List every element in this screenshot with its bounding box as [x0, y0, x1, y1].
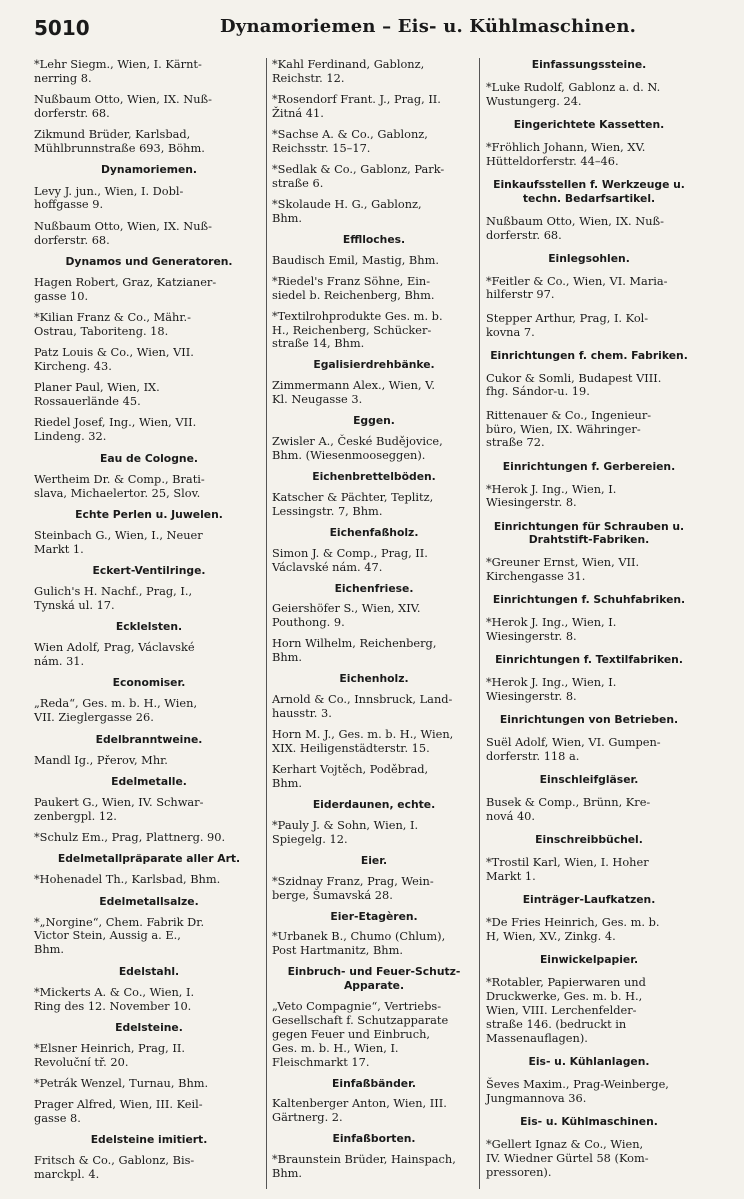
directory-entry: *Riedel's Franz Söhne, Ein- siedel b. Reichenberg, Bhm. [272, 273, 435, 302]
category-heading: Eichenfaßholz. [329, 525, 419, 539]
directory-entry: Kaltenberger Anton, Wien, III. Gärtnerg. 2. [272, 1096, 447, 1125]
category-heading: Edelmetallsalze. [99, 894, 199, 908]
directory-entry: Nußbaum Otto, Wien, IX. Nuß- dorferstr. 68. [34, 218, 212, 247]
directory-entry: Zwisler A., České Budějovice, Bhm. (Wiesenmooseggen). [272, 434, 443, 462]
directory-entry: *Skolaude H. G., Gablonz, Bhm. [272, 196, 422, 225]
directory-entry: *Kahl Ferdinand, Gablonz, Reichstr. 12. [272, 57, 425, 85]
directory-entry: *Rotabler, Papierwaren und Druckwerke, Ges. m. b. H., Wien, VIII. Lerchenfelder- straße 146. (bedruckt in Massenauflagen). [486, 974, 646, 1045]
directory-entry: Cukor & Somli, Budapest VIII. fhg. Sándor-u. 19. [486, 370, 662, 399]
category-heading: Eichenholz. [339, 672, 409, 686]
directory-entry: *Gellert Ignaz & Co., Wien, IV. Wiedner Gürtel 58 (Kom- pressoren). [486, 1136, 649, 1179]
directory-entry: Paukert G., Wien, IV. Schwar- zenbergpl. 12. [34, 794, 204, 823]
category-heading: Edelmetalle. [111, 774, 187, 788]
column-middle [272, 58, 476, 1191]
directory-entry: „Reda“, Ges. m. b. H., Wien, VII. Zieglergasse 26. [34, 696, 198, 725]
directory-entry: Busek & Comp., Brünn, Kre- nová 40. [486, 795, 651, 823]
category-heading: Eingerichtete Kassetten. [513, 117, 665, 131]
category-heading: Edelsteine imitiert. [90, 1133, 208, 1147]
directory-entry: *Fröhlich Johann, Wien, XV. Hütteldorferstr. 44–46. [486, 139, 646, 168]
category-heading: Eau de Cologne. [100, 451, 198, 465]
directory-entry: *Szidnay Franz, Prag, Wein- berge, Šumavská 28. [272, 873, 434, 902]
category-heading: Einträger-Laufkatzen. [522, 893, 656, 907]
directory-entry: Wertheim Dr. & Comp., Brati- slava, Michaelertor. 25, Slov. [34, 471, 205, 500]
directory-entry: *Feitler & Co., Wien, VI. Maria- hilferstr 97. [486, 273, 668, 302]
directory-entry: Zikmund Brüder, Karlsbad, Mühlbrunnstraße 693, Böhm. [34, 127, 205, 156]
column-divider [479, 58, 480, 1189]
category-heading: Dynamos und Generatoren. [65, 254, 233, 268]
category-heading: Eier-Etagèren. [330, 909, 418, 923]
directory-entry: *Sedlak & Co., Gablonz, Park- straße 6. [272, 161, 445, 190]
directory-entry: *Pauly J. & Sohn, Wien, I. Spiegelg. 12. [272, 817, 419, 846]
category-heading: Edelmetallpräparate aller Art. [57, 852, 241, 866]
category-heading: Echte Perlen u. Juwelen. [75, 507, 223, 521]
directory-entry: Horn Wilhelm, Reichenberg, Bhm. [272, 636, 437, 665]
directory-entry: Horn M. J., Ges. m. b. H., Wien, XIX. Heiligenstädterstr. 15. [272, 727, 454, 756]
category-heading: Efflloches. [342, 232, 406, 246]
directory-entry: Simon J. & Comp., Prag, II. Václavské nám. 47. [272, 545, 428, 574]
directory-entry: Wien Adolf, Prag, Václavské nám. 31. [34, 640, 195, 669]
directory-entry: Stepper Arthur, Prag, I. Kol- kovna 7. [486, 310, 649, 339]
category-heading: Edelsteine. [115, 1020, 183, 1034]
category-heading: Einbruch- und Feuer-Schutz- Apparate. [287, 965, 461, 993]
directory-entry: Katscher & Pächter, Teplitz, Lessingstr. 7, Bhm. [272, 489, 434, 518]
page-number: 5010 [34, 16, 90, 40]
directory-entry: Rittenauer & Co., Ingenieur- büro, Wien, IX. Währinger- straße 72. [486, 407, 652, 450]
category-heading: Eis- u. Kühlanlagen. [528, 1054, 650, 1068]
category-heading: Einschreibbüchel. [535, 833, 643, 847]
category-heading: Eichenbrettelböden. [312, 470, 436, 484]
category-heading: Einrichtungen für Schrauben u. Drahtstift-Fabriken. [493, 519, 685, 547]
directory-entry: *Schulz Em., Prag, Plattnerg. 90. [34, 830, 226, 845]
directory-entry: „Veto Compagnie“, Vertriebs- Gesellschaft f. Schutzapparate gegen Feuer und Einbruch, Ges. m. b. H., Wien, I. Fleischmarkt 17. [272, 998, 449, 1069]
directory-entry: *Petrák Wenzel, Turnau, Bhm. [34, 1076, 209, 1090]
column-right [486, 58, 692, 1191]
category-heading: Egalisierdrehbänke. [313, 358, 435, 372]
directory-entry: *Herok J. Ing., Wien, I. Wiesingerstr. 8. [486, 675, 617, 704]
directory-entry: Fritsch & Co., Gablonz, Bis- marckpl. 4. [34, 1153, 195, 1182]
directory-entry: Kerhart Vojtěch, Poděbrad, Bhm. [272, 762, 429, 790]
directory-entry: *Herok J. Ing., Wien, I. Wiesingerstr. 8. [486, 615, 617, 644]
page-title: Dynamoriemen – Eis- u. Kühlmaschinen. [220, 16, 637, 37]
directory-entry: *Trostil Karl, Wien, I. Hoher Markt 1. [486, 855, 649, 883]
directory-entry: Hagen Robert, Graz, Katzianer- gasse 10. [34, 274, 217, 303]
directory-entry: *„Norgine“, Chem. Fabrik Dr. Victor Stein, Aussig a. E., Bhm. [34, 914, 205, 957]
directory-entry: *Sachse A. & Co., Gablonz, Reichsstr. 15–17. [272, 126, 428, 155]
category-heading: Einrichtungen f. Gerbereien. [502, 459, 676, 473]
category-heading: Eiderdaunen, echte. [312, 798, 436, 811]
directory-entry: Geiershöfer S., Wien, XIV. Pouthong. 9. [272, 601, 421, 630]
category-heading: Edelbranntweine. [95, 732, 203, 746]
directory-entry: *Kilian Franz & Co., Mähr.- Ostrau, Taboriteng. 18. [34, 310, 191, 338]
directory-entry: *Elsner Heinrich, Prag, II. Revoluční tř. 20. [34, 1040, 185, 1069]
column-left [34, 58, 264, 1191]
directory-entry: Steinbach G., Wien, I., Neuer Markt 1. [34, 527, 203, 556]
directory-entry: *Braunstein Brüder, Hainspach, Bhm. [272, 1152, 456, 1181]
directory-entry: Gulich's H. Nachf., Prag, I., Tynská ul. 17. [34, 584, 193, 612]
category-heading: Einlegsohlen. [548, 251, 630, 265]
category-heading: Einrichtungen f. chem. Fabriken. [490, 348, 688, 362]
category-heading: Edelstahl. [118, 964, 180, 978]
column-divider [266, 58, 267, 1189]
directory-entry: Mandl Ig., Přerov, Mhr. [34, 752, 168, 767]
category-heading: Eier. [360, 853, 388, 867]
category-heading: Dynamoriemen. [100, 163, 198, 177]
category-heading: Eis- u. Kühlmaschinen. [520, 1114, 658, 1128]
category-heading: Eckert-Ventilringe. [92, 564, 206, 577]
category-heading: Eichenfriese. [334, 581, 414, 595]
page-header [34, 14, 714, 44]
directory-entry: Prager Alfred, Wien, III. Keil- gasse 8. [34, 1097, 203, 1126]
directory-entry: Patz Louis & Co., Wien, VII. Kircheng. 43. [34, 345, 194, 374]
category-heading: Einschleifgläser. [539, 773, 639, 787]
directory-entry: Ševes Maxim., Prag-Weinberge, Jungmannova 36. [486, 1076, 669, 1105]
directory-entry: *Lehr Siegm., Wien, I. Kärnt- nerring 8. [34, 57, 202, 85]
directory-entry: Nußbaum Otto, Wien, IX. Nuß- dorferstr. 68. [486, 213, 664, 242]
category-heading: Einrichtungen von Betrieben. [499, 713, 679, 727]
directory-entry: Nußbaum Otto, Wien, IX. Nuß- dorferstr. 68. [34, 92, 212, 121]
category-heading: Ecklelsten. [115, 620, 183, 634]
directory-entry: *Textilrohprodukte Ges. m. b. H., Reichenberg, Schücker- straße 14, Bhm. [272, 308, 443, 351]
category-heading: Einrichtungen f. Textilfabriken. [495, 653, 683, 667]
directory-entry: *Greuner Ernst, Wien, VII. Kirchengasse 31. [486, 555, 640, 584]
directory-entry: *Mickerts A. & Co., Wien, I. Ring des 12. November 10. [34, 984, 195, 1013]
directory-entry: Planer Paul, Wien, IX. Rossauerlände 45. [34, 380, 160, 409]
category-heading: Einfaßbänder. [332, 1076, 416, 1090]
directory-entry: *De Fries Heinrich, Ges. m. b. H, Wien, XV., Zinkg. 4. [486, 915, 660, 943]
category-heading: Einfassungssteine. [531, 58, 647, 71]
category-heading: Einkaufsstellen f. Werkzeuge u. techn. Bedarfsartikel. [493, 177, 685, 205]
category-heading: Eggen. [353, 414, 395, 428]
directory-entry: Riedel Josef, Ing., Wien, VII. Lindeng. 32. [34, 415, 197, 444]
directory-entry: *Luke Rudolf, Gablonz a. d. N. Wustungerg. 24. [486, 79, 661, 108]
directory-entry: Suël Adolf, Wien, VI. Gumpen- dorferstr. 118 a. [486, 735, 661, 764]
directory-entry: Zimmermann Alex., Wien, V. Kl. Neugasse 3. [272, 378, 436, 407]
category-heading: Economiser. [112, 676, 186, 690]
directory-entry: *Herok J. Ing., Wien, I. Wiesingerstr. 8. [486, 481, 617, 510]
directory-entry: Levy J. jun., Wien, I. Dobl- hoffgasse 9. [34, 183, 184, 212]
category-heading: Einfaßborten. [332, 1132, 416, 1146]
directory-entry: *Rosendorf Frant. J., Prag, II. Žitná 41. [272, 91, 441, 120]
directory-entry: Baudisch Emil, Mastig, Bhm. [272, 252, 439, 267]
category-heading: Einwickelpapier. [539, 953, 639, 967]
category-heading: Einrichtungen f. Schuhfabriken. [492, 593, 686, 607]
directory-entry: Arnold & Co., Innsbruck, Land- hausstr. 3. [272, 692, 453, 721]
directory-entry: *Urbanek B., Chumo (Chlum), Post Hartmanitz, Bhm. [272, 929, 446, 958]
directory-entry: *Hohenadel Th., Karlsbad, Bhm. [34, 872, 221, 887]
